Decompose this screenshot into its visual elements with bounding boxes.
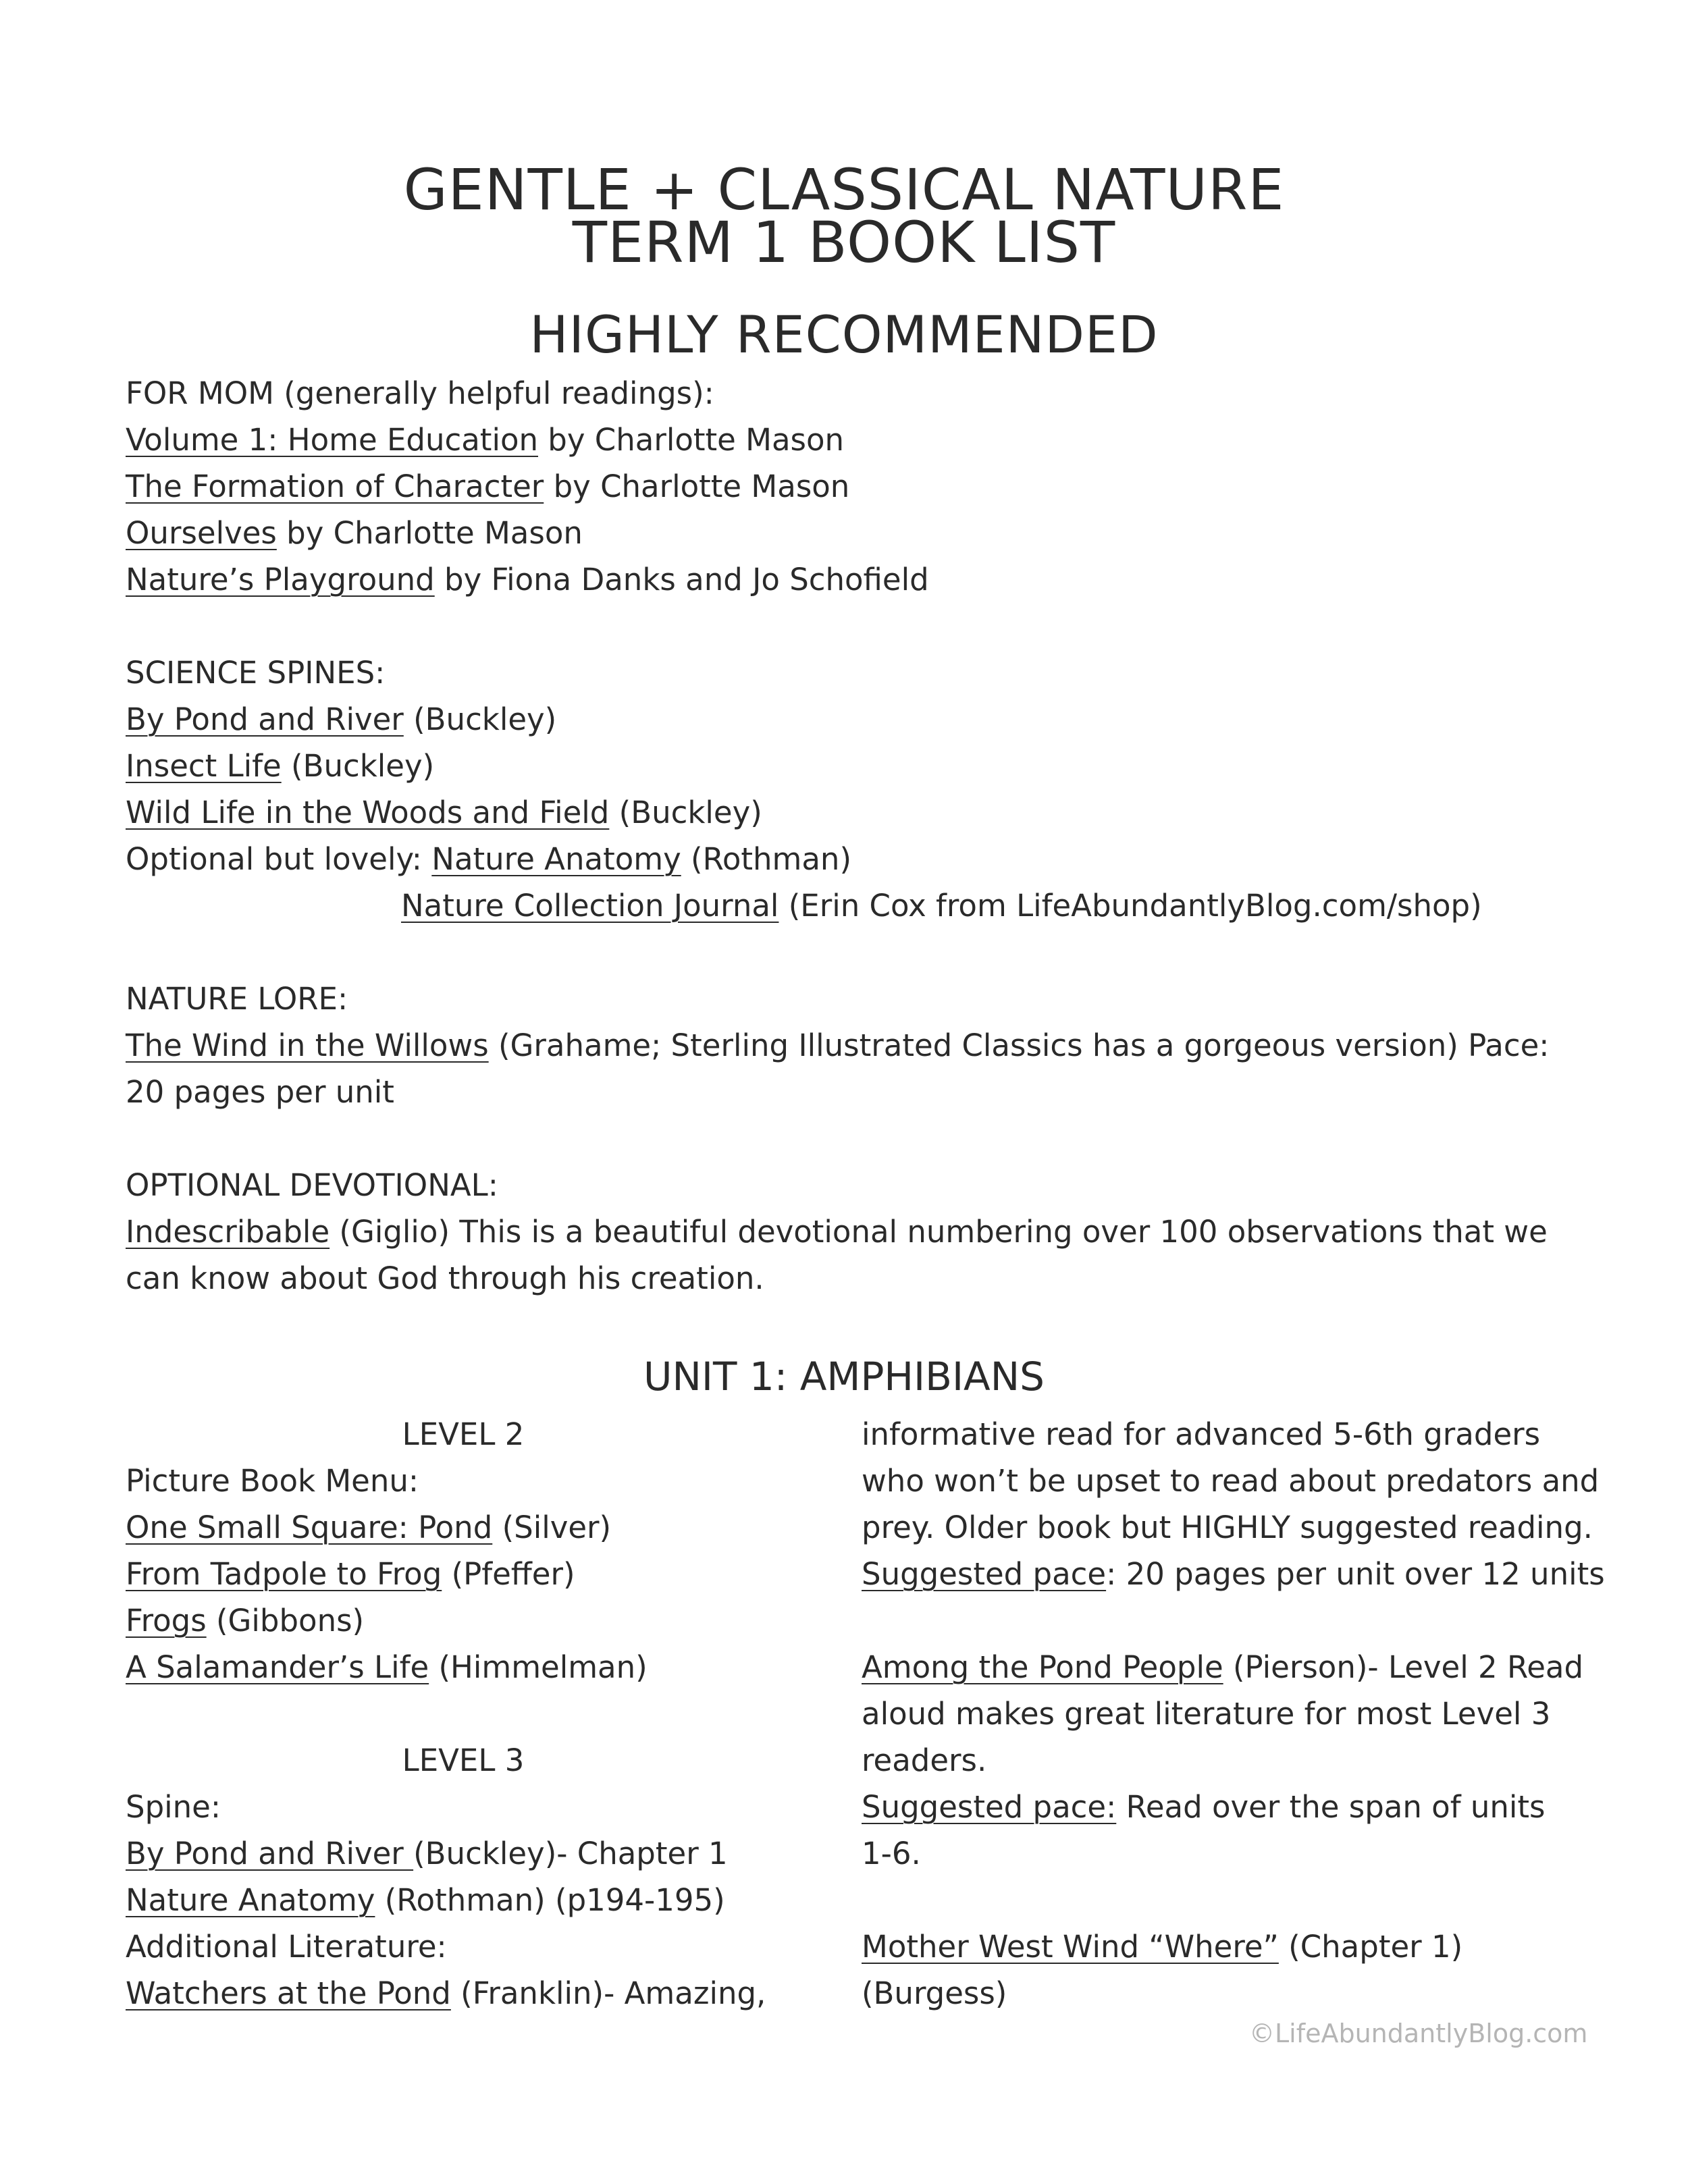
book-title: Frogs [126,1603,207,1639]
spine-label: Spine: [126,1789,221,1825]
book-title: The Wind in the Willows [126,1028,489,1063]
list-item [126,836,1577,882]
page-title [0,157,1688,276]
list-item [126,1877,801,1923]
additional-literature-label: Additional Literature: [126,1929,447,1965]
description-line: prey. Older book but HIGHLY suggested reading. [862,1510,1593,1545]
book-author: (Chapter 1) [1278,1929,1463,1965]
book-author: (Rothman) (p194-195) [375,1882,725,1918]
book-author: by Fiona Danks and Jo Schofield [434,562,929,597]
list-item [126,696,1577,743]
devotional-section [126,1162,1577,1302]
description-line: who won’t be upset to read about predators and [862,1463,1600,1499]
book-author: (Pierson)- Level 2 Read [1223,1649,1584,1685]
list-item [126,556,1577,603]
book-title: Indescribable [126,1214,330,1250]
book-title: Nature Anatomy [126,1882,375,1918]
pace-label: Suggested pace [862,1556,1107,1592]
devotional-label: OPTIONAL DEVOTIONAL: [126,1167,498,1203]
list-item [862,1923,1591,1970]
book-title: Nature Collection Journal [401,888,779,924]
description-line: aloud makes great literature for most Level 3 [862,1696,1551,1732]
book-title: Watchers at the Pond [126,1975,451,2011]
optional-prefix: Optional but lovely: [126,841,432,877]
level-2-heading: LEVEL 2 [402,1416,525,1452]
book-title: Insect Life [126,748,282,784]
list-item [126,1970,801,2017]
list-item [126,417,1577,463]
book-title: One Small Square: Pond [126,1510,493,1545]
book-author: by Charlotte Mason [544,469,850,504]
left-column [126,1411,801,2017]
book-author: (Rothman) [681,841,852,877]
pace-line [862,1784,1591,1830]
for-mom-label: FOR MOM (generally helpful readings): [126,375,714,411]
pace-value: Read over the span of units [1116,1789,1546,1825]
title-line-2: TERM 1 BOOK LIST [572,209,1116,276]
book-author: (Silver) [492,1510,612,1545]
pace-label: Suggested pace: [862,1789,1117,1825]
list-item [126,1504,801,1551]
nature-lore-section [126,976,1577,1115]
description-line: (Burgess) [862,1975,1007,2011]
book-title: Volume 1: Home Education [126,422,538,458]
book-title: Nature’s Playground [126,562,435,597]
book-title: By Pond and River [126,1836,414,1871]
list-item [126,743,1577,789]
description-line: informative read for advanced 5-6th graders [862,1416,1541,1452]
book-title: Nature Anatomy [431,841,681,877]
list-item [126,1597,801,1644]
book-author: (Buckley)- Chapter 1 [413,1836,728,1871]
copyright-footer: ©LifeAbundantlyBlog.com [1249,2019,1588,2048]
pace-line [862,1551,1605,1597]
book-author: (Pfeffer) [442,1556,575,1592]
book-title: From Tadpole to Frog [126,1556,442,1592]
list-item [126,463,1577,510]
list-item [126,882,1577,929]
list-item [126,1022,1577,1115]
book-title: Mother West Wind “Where” [862,1929,1279,1965]
list-item [862,1644,1591,1690]
pace-value: : 20 pages per unit over 12 units [1106,1556,1605,1592]
book-author: (Buckley) [403,701,557,737]
nature-lore-label: NATURE LORE: [126,981,348,1017]
highly-recommended-heading: HIGHLY RECOMMENDED [529,304,1159,365]
picture-book-label: Picture Book Menu: [126,1463,419,1499]
book-title: A Salamander’s Life [126,1649,429,1685]
book-title: The Formation of Character [126,469,544,504]
book-description: (Grahame; Sterling Illustrated Classics has a gorgeous version) Pace: 20 pages per unit [126,1028,1550,1110]
book-author: (Erin Cox from LifeAbundantlyBlog.com/shop) [779,888,1482,924]
book-author: (Buckley) [281,748,435,784]
book-author: (Gibbons) [206,1603,365,1639]
book-author: by Charlotte Mason [276,515,583,551]
book-author: (Franklin)- Amazing, [450,1975,766,2011]
science-spines-section [126,649,1577,929]
list-item [126,1208,1577,1302]
level-3-heading: LEVEL 3 [402,1742,525,1778]
science-spines-label: SCIENCE SPINES: [126,655,386,691]
list-item [126,510,1577,556]
list-item [126,789,1577,836]
description-line: readers. [862,1742,987,1778]
book-title: By Pond and River [126,701,404,737]
title-line-1: GENTLE + CLASSICAL NATURE [403,157,1285,223]
book-title: Wild Life in the Woods and Field [126,795,610,830]
unit-heading: UNIT 1: AMPHIBIANS [643,1354,1045,1400]
list-item [126,1830,801,1877]
list-item [126,1644,801,1690]
right-column [862,1411,1605,2017]
description-line: 1-6. [862,1836,921,1871]
book-title: Among the Pond People [862,1649,1223,1685]
list-item [126,1551,801,1597]
book-author: by Charlotte Mason [538,422,845,458]
book-title: Ourselves [126,515,277,551]
for-mom-section [126,370,1577,603]
book-author: (Buckley) [609,795,762,830]
book-description: (Giglio) This is a beautiful devotional numbering over 100 observations that we can know about God through his creation. [126,1214,1548,1296]
book-author: (Himmelman) [429,1649,648,1685]
